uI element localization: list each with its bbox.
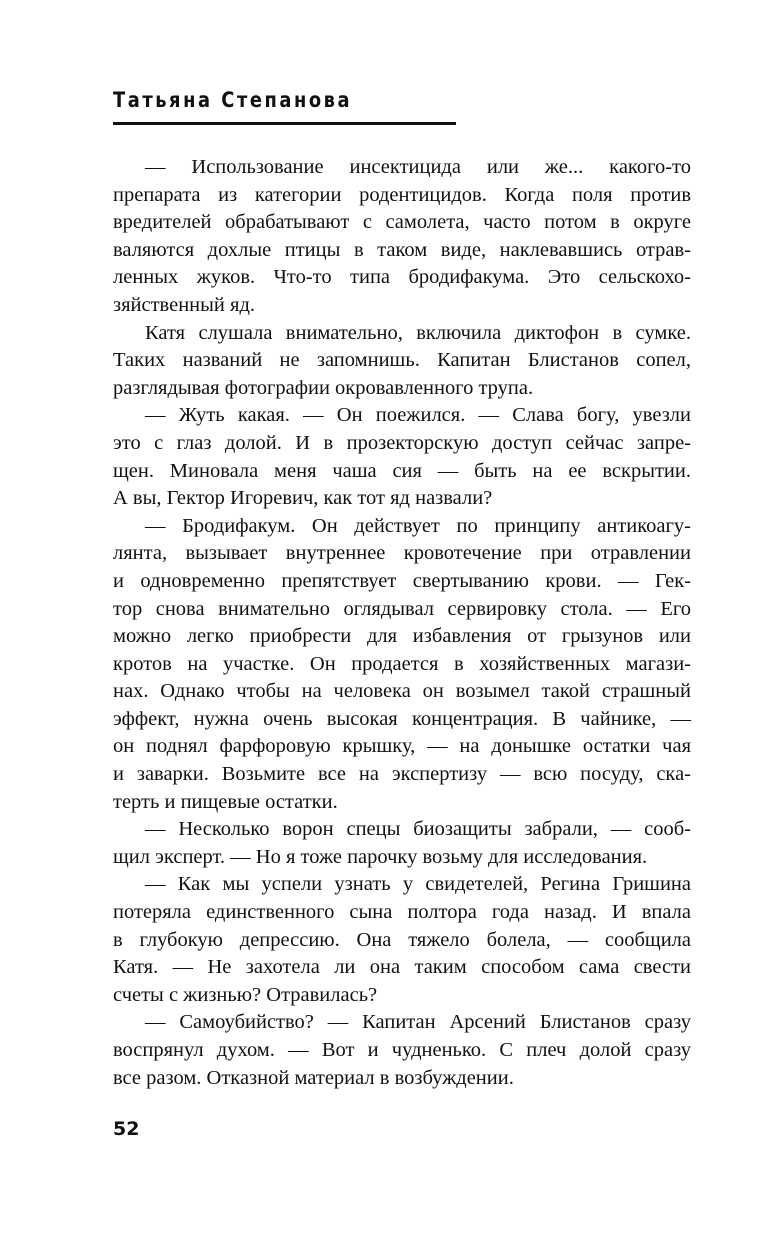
text-line: можно легко приобрести для избавления от грызунов или (113, 625, 691, 648)
text-line: разглядывая фотографии окровавленного трупа. (113, 376, 534, 399)
text-line: он поднял фарфоровую крышку, — на донышке остатки чая (113, 735, 691, 758)
text-line: ленных жуков. Что-то типа бродифакума. Это сельскохо- (113, 266, 691, 289)
paragraph (113, 513, 691, 817)
text-line: кротов на участке. Он продается в хозяйственных магази- (113, 652, 691, 675)
page-number: 52 (113, 1118, 140, 1140)
text-line: А вы, Гектор Игоревич, как тот яд назвали? (113, 487, 493, 510)
text-line: — Несколько ворон спецы биозащиты забрали, — сооб- (145, 818, 691, 841)
text-line: лянта, вызывает внутреннее кровотечение при отравлении (113, 542, 691, 565)
text-line: щен. Миновала меня чаша сия — быть на ее вскрытии. (113, 459, 691, 482)
text-line: валяются дохлые птицы в таком виде, наклевавшись отрав- (113, 238, 691, 261)
text-line: счеты с жизнью? Отравилась? (113, 983, 378, 1006)
running-header-author: Татьяна Степанова (113, 88, 353, 112)
text-line: — Как мы успели узнать у свидетелей, Регина Гришина (145, 873, 691, 896)
text-line: — Использование инсектицида или же... какого-то (145, 156, 691, 178)
text-line: — Жуть какая. — Он поежился. — Слава богу, увезли (145, 404, 691, 427)
text-line: это с глаз долой. И в прозекторскую доступ сейчас запре- (113, 431, 691, 454)
text-line: и заварки. Возьмите все на экспертизу — всю посуду, ска- (113, 763, 691, 786)
paragraph (113, 871, 691, 1009)
paragraph (113, 1009, 691, 1092)
paragraph (113, 402, 691, 512)
text-line: вредителей обрабатывают с самолета, часто потом в округе (113, 211, 691, 234)
text-line: Катя. — Не захотела ли она таким способом сама свести (113, 956, 691, 979)
text-line: все разом. Отказной материал в возбуждении. (113, 1066, 514, 1089)
text-line: потеряла единственного сына полтора года назад. И впала (113, 901, 691, 924)
text-line: зяйственный яд. (113, 293, 256, 316)
paragraph (113, 816, 691, 871)
body-text (113, 154, 691, 1092)
text-line: в глубокую депрессию. Она тяжело болела, — сообщила (113, 928, 691, 951)
text-line: препарата из категории родентицидов. Когда поля против (113, 183, 691, 206)
text-line: и одновременно препятствует свертыванию крови. — Гек- (113, 569, 691, 592)
paragraph (113, 154, 691, 320)
text-line: воспрянул духом. — Вот и чудненько. С плеч долой сразу (113, 1039, 691, 1061)
text-line: щил эксперт. — Но я тоже парочку возьму для исследования. (113, 845, 648, 868)
paragraph (113, 320, 691, 403)
header-rule (113, 122, 456, 125)
text-line: Таких названий не запомнишь. Капитан Блистанов сопел, (113, 349, 691, 372)
text-line: эффект, нужна очень высокая концентрация. В чайнике, — (113, 707, 691, 730)
text-line: терть и пищевые остатки. (113, 790, 338, 813)
text-line: тор снова внимательно оглядывал сервировку стола. — Его (113, 597, 691, 620)
text-line: — Самоубийство? — Капитан Арсений Блистанов сразу (145, 1011, 691, 1034)
text-line: Катя слушала внимательно, включила диктофон в сумке. (145, 321, 691, 344)
text-line: нах. Однако чтобы на человека он возымел такой страшный (113, 680, 691, 703)
text-line: — Бродифакум. Он действует по принципу антикоагу- (145, 514, 691, 537)
